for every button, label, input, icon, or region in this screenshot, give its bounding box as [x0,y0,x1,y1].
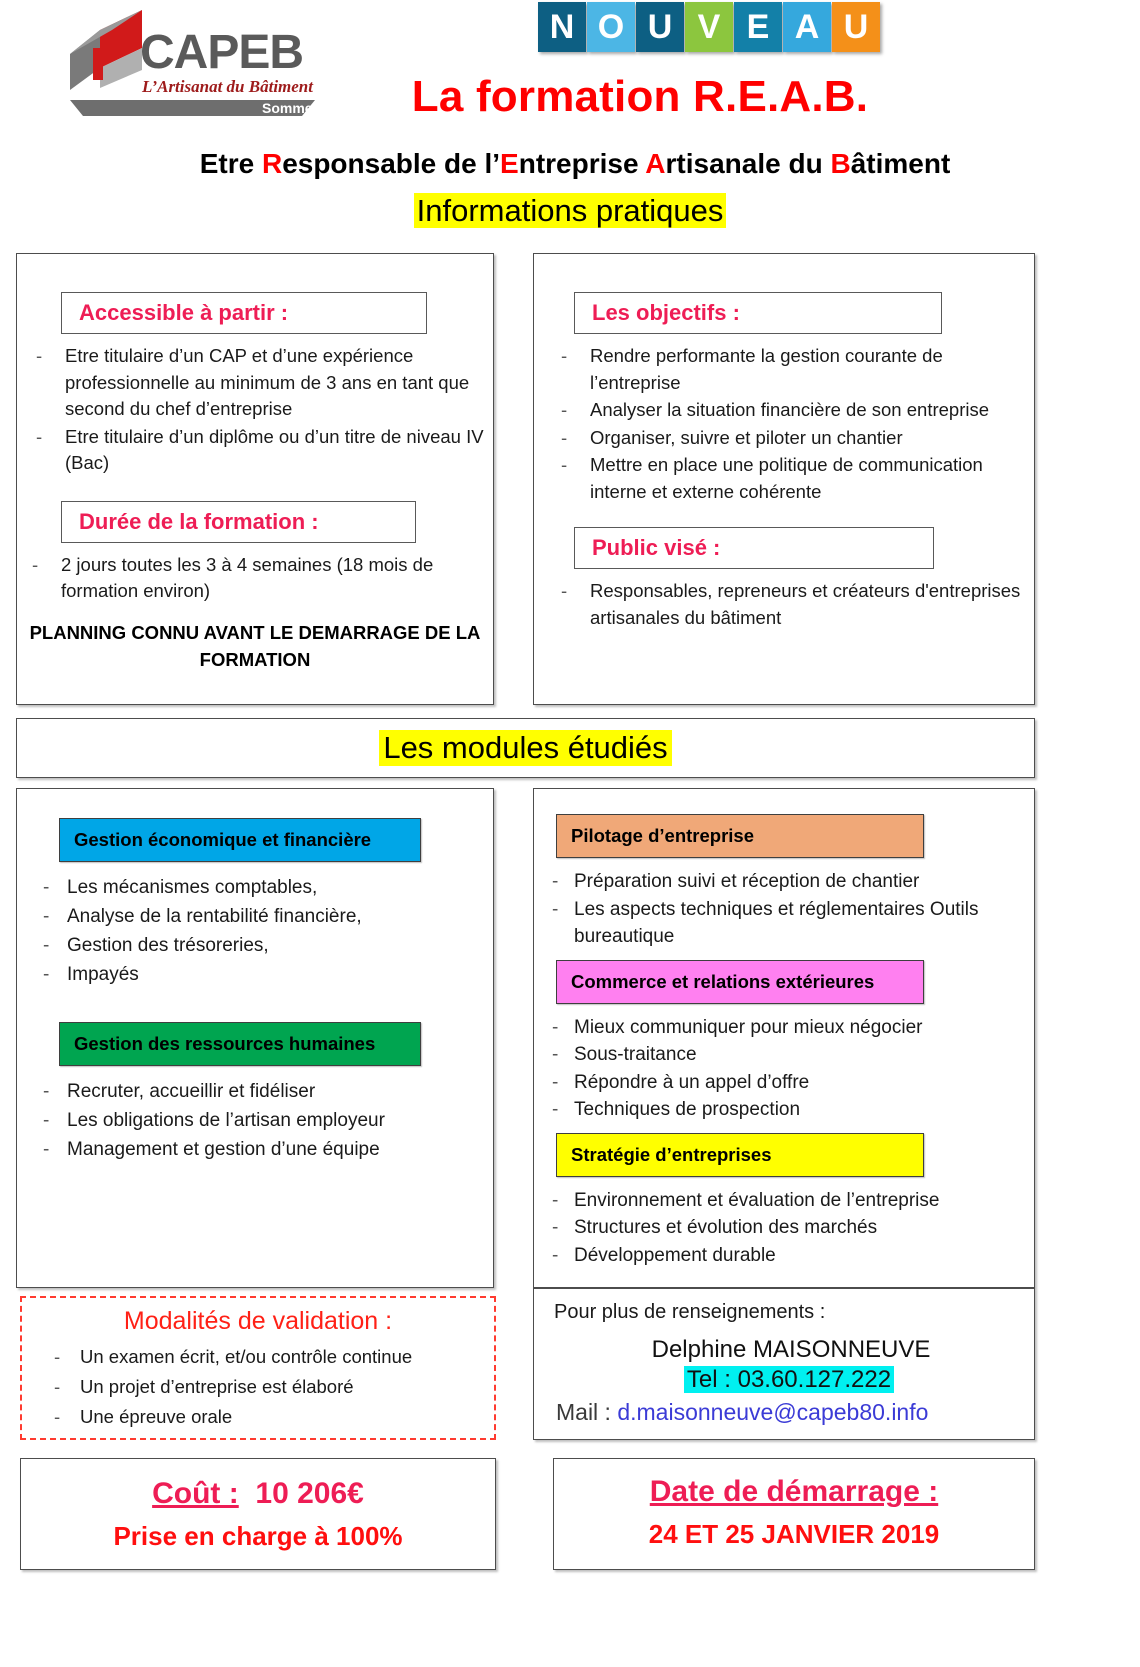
section-heading-modules-label: Les modules étudiés [379,730,671,766]
panel-cost [20,1458,496,1570]
nouveau-letter-v: V [685,2,733,52]
list-item: - Analyse de la rentabilité financière, [27,902,487,931]
list-item: - Un examen écrit, et/ou contrôle continue [44,1342,490,1372]
list-item: - Les aspects techniques et réglementaires Outils bureautique [540,896,1030,951]
list-item: - Etre titulaire d’un CAP et d’une expérience professionnelle au minimum de 3 ans en tant que second du chef d’entreprise [31,343,485,423]
list-item: - Organiser, suivre et piloter un chantier [556,425,1026,452]
nouveau-letter-o: O [587,2,635,52]
nouveau-letter-a: A [783,2,831,52]
list-item: - Les obligations de l’artisan employeur [27,1106,487,1135]
contact-phone[interactable]: Tel : 03.60.127.222 [684,1366,894,1393]
subtitle-accent-letter: R [261,148,283,179]
list-item: - Environnement et évaluation de l’entreprise [540,1187,1030,1215]
contact-name: Delphine MAISONNEUVE [651,1336,931,1363]
panel-modules-right [533,788,1035,1288]
poster-header [0,0,1140,248]
cost-row [21,1459,495,1511]
heading-accessible: Accessible à partir : [61,292,427,334]
list-item: - 2 jours toutes les 3 à 4 semaines (18 mois de formation environ) [27,552,485,605]
svg-text:Somme: Somme [262,100,313,116]
panel-modalites-validation [20,1296,496,1440]
section-heading-informations-label: Informations pratiques [414,193,727,228]
subtitle-text: rtisanale du [665,148,831,179]
contact-intro: Pour plus de renseignements : [554,1301,826,1323]
list-item: - Les mécanismes comptables, [27,873,487,902]
subtitle-accent-letter: B [830,148,851,179]
module-chip-commerce: Commerce et relations extérieures [556,960,924,1004]
contact-phone-wrap [534,1366,1034,1394]
list-item: - Mieux communiquer pour mieux négocier [540,1014,1030,1042]
list-item: - Développement durable [540,1242,1030,1270]
list-modalites-validation [22,1342,494,1432]
list-item: - Etre titulaire d’un diplôme ou d’un titre de niveau IV (Bac) [31,424,485,477]
nouveau-letter-e: E [734,2,782,52]
list-public-vise [534,578,1034,631]
start-date-value: 24 ET 25 JANVIER 2019 [648,1519,940,1549]
contact-mail-address[interactable]: d.maisonneuve@capeb80.info [617,1399,929,1425]
list-module-strategie [534,1187,1034,1270]
start-date-row [554,1459,1034,1509]
list-item: - Techniques de prospection [540,1096,1030,1124]
nouveau-letter-u: U [636,2,684,52]
list-item: - Répondre à un appel d’offre [540,1069,1030,1097]
list-item: - Préparation suivi et réception de chantier [540,868,1030,896]
panel-modules-left [16,788,494,1288]
list-module-gestion-economique [17,873,493,989]
contact-mail-label: Mail : [556,1399,618,1425]
nouveau-badge [538,2,880,52]
panel-objectifs [533,253,1035,705]
svg-text:L’Artisanat du Bâtiment: L’Artisanat du Bâtiment [142,77,313,96]
list-item: - Un projet d’entreprise est élaboré [44,1372,490,1402]
section-heading-modules [16,718,1035,778]
list-item: - Une épreuve orale [44,1402,490,1432]
page-subtitle [0,148,1140,180]
list-item: - Recruter, accueillir et fidéliser [27,1077,487,1106]
nouveau-letter-n: N [538,2,586,52]
heading-duree: Durée de la formation : [61,501,416,543]
page-title: La formation R.E.A.B. [411,72,869,121]
cost-subtitle: Prise en charge à 100% [113,1521,403,1551]
list-item: - Structures et évolution des marchés [540,1214,1030,1242]
list-item: - Analyser la situation financière de son entreprise [556,397,1026,424]
heading-public-vise: Public visé : [574,527,934,569]
cost-value: 10 206€ [255,1477,364,1510]
list-item: - Gestion des trésoreries, [27,931,487,960]
contact-mail-row [534,1394,1034,1426]
list-item: - Management et gestion d’une équipe [27,1135,487,1164]
subtitle-text: Etre [199,148,262,179]
list-item: - Rendre performante la gestion courante de l’entreprise [556,343,1026,396]
list-module-commerce [534,1014,1034,1124]
subtitle-accent-letter: E [500,148,519,179]
subtitle-text: esponsable de l’ [282,148,501,179]
subtitle-text: âtiment [850,148,951,179]
list-item: - Impayés [27,960,487,989]
panel-contact [533,1288,1035,1440]
subtitle-accent-letter: A [645,148,666,179]
start-date-label: Date de démarrage : [649,1475,939,1508]
list-duree [17,552,493,605]
heading-objectifs: Les objectifs : [574,292,942,334]
panel-start-date [553,1458,1035,1570]
list-item: - Responsables, repreneurs et créateurs d'entreprises artisanales du bâtiment [556,578,1026,631]
heading-modalites-validation: Modalités de validation : [123,1307,393,1335]
list-item: - Mettre en place une politique de communication interne et externe cohérente [556,452,1026,505]
panel-conditions [16,253,494,705]
list-accessible [17,343,493,477]
section-heading-informations [0,193,1140,229]
cost-label: Coût : [152,1477,239,1510]
module-chip-gestion-economique: Gestion économique et financière [59,818,421,862]
svg-text:CAPEB: CAPEB [140,26,304,79]
nouveau-letter-u: U [832,2,880,52]
subtitle-text: ntreprise [518,148,646,179]
module-chip-ressources-humaines: Gestion des ressources humaines [59,1022,421,1066]
note-planning: PLANNING CONNU AVANT LE DEMARRAGE DE LA FORMATION [29,621,481,670]
list-module-pilotage [534,868,1034,951]
list-item: - Sous-traitance [540,1041,1030,1069]
module-chip-strategie: Stratégie d’entreprises [556,1133,924,1177]
module-chip-pilotage: Pilotage d’entreprise [556,814,924,858]
list-module-ressources-humaines [17,1077,493,1164]
list-objectifs [534,343,1034,505]
